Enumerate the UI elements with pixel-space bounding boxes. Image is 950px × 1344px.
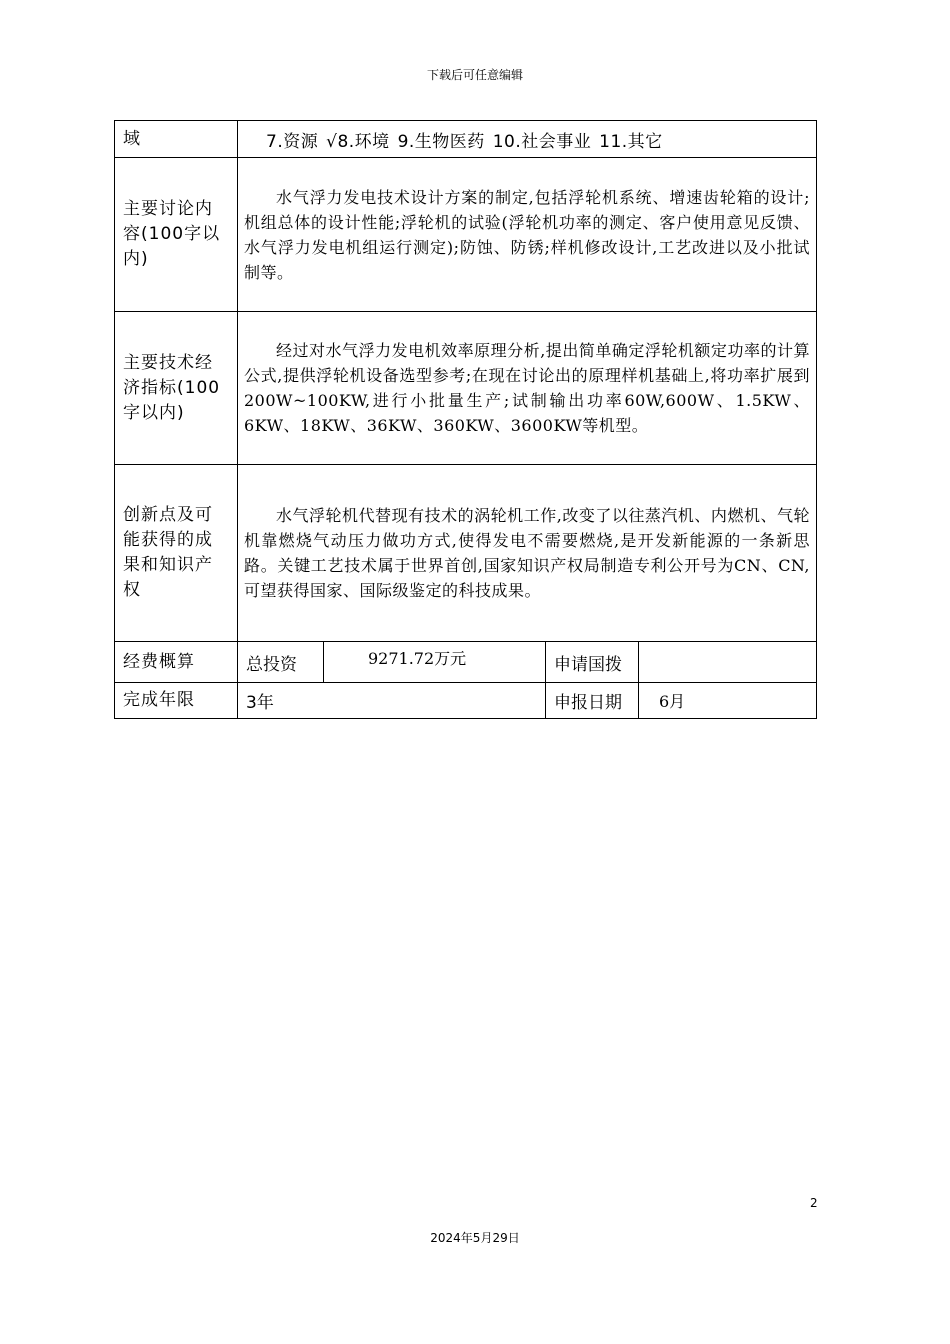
row-innovation [115, 465, 817, 642]
budget-label: 经费概算 [115, 642, 238, 683]
total-investment-value: 9271.72万元 [324, 642, 546, 683]
indicators-text: 经过对水气浮力发电机效率原理分析,提出简单确定浮轮机额定功率的计算公式,提供浮轮机设备选型参考;在现在讨论出的原理样机基础上,将功率扩展到200W~100KW,进行小批量生产;试制输出功率60W,600W、1.5KW、6KW、18KW、36KW、360KW、3600KW等机型。 [238, 312, 817, 465]
indicators-label: 主要技术经济指标(100字以内) [115, 312, 238, 465]
apply-date-label: 申报日期 [546, 683, 639, 719]
innovation-label: 创新点及可能获得的成果和知识产权 [115, 465, 238, 642]
grant-value [639, 642, 817, 683]
row-domain [115, 121, 817, 158]
row-discussion [115, 158, 817, 312]
grant-label: 申请国拨 [546, 642, 639, 683]
project-form-table [114, 120, 817, 719]
row-completion [115, 683, 817, 719]
apply-date-value: 6月 [639, 683, 817, 719]
innovation-text: 水气浮轮机代替现有技术的涡轮机工作,改变了以往蒸汽机、内燃机、气轮机靠燃烧气动压力做功方式,使得发电不需要燃烧,是开发新能源的一条新思路。关键工艺技术属于世界首创,国家知识产权局制造专利公开号为CN、CN,可望获得国家、国际级鉴定的科技成果。 [238, 465, 817, 642]
completion-years: 3年 [238, 683, 546, 719]
domain-value: 7.资源 √8.环境 9.生物医药 10.社会事业 11.其它 [238, 121, 817, 158]
page-number: 2 [810, 1196, 818, 1210]
footer-date: 2024年5月29日 [430, 1231, 520, 1245]
total-investment-label: 总投资 [238, 642, 324, 683]
discussion-text: 水气浮力发电技术设计方案的制定,包括浮轮机系统、增速齿轮箱的设计;机组总体的设计性能;浮轮机的试验(浮轮机功率的测定、客户使用意见反馈、水气浮力发电机组运行测定);防蚀、防锈;样机修改设计,工艺改进以及小批试制等。 [238, 158, 817, 312]
completion-label: 完成年限 [115, 683, 238, 719]
row-budget [115, 642, 817, 683]
domain-label: 域 [115, 121, 238, 158]
discussion-label: 主要讨论内容(100字以内) [115, 158, 238, 312]
header-note: 下载后可任意编辑 [426, 68, 523, 82]
row-indicators [115, 312, 817, 465]
